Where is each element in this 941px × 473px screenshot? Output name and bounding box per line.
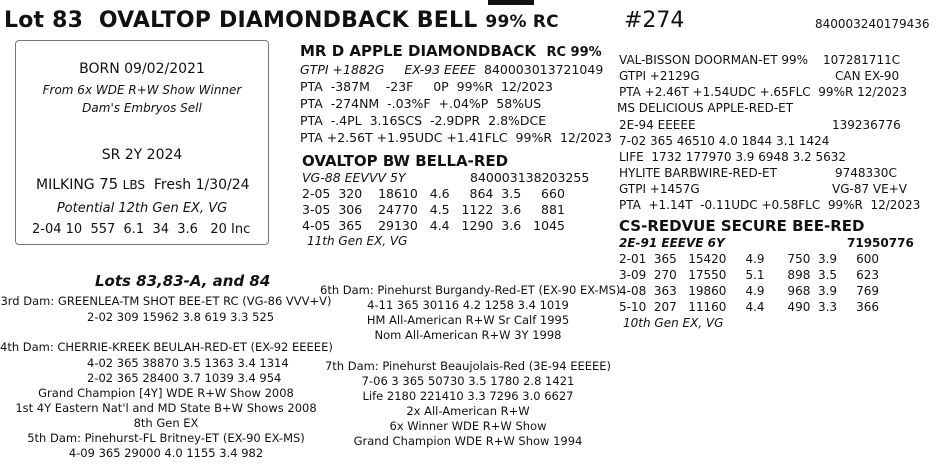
box-line-1: From 6x WDE R+W Show Winner: [42, 83, 242, 97]
sire-dam-reg: 139236776: [832, 118, 901, 132]
sire-gtpi-reg: 840003013721049: [484, 62, 604, 77]
sire-dam-record: 7-02 365 46510 4.0 1844 3.1 1424: [619, 134, 830, 148]
ped-right-1: 4-11 365 30116 4.2 1258 3.4 1019: [367, 298, 569, 312]
ped-right-9: 6x Winner WDE R+W Show: [389, 419, 547, 433]
lots-heading: Lots 83,83-A, and 84: [95, 272, 271, 290]
dam-dam-record-1: 2-01 365 15420 4.9 750 3.9 600: [619, 252, 880, 266]
dam-sire-reg: 9748330C: [835, 166, 897, 180]
dam-dam-note: 10th Gen EX, VG: [623, 316, 724, 330]
dam-record-2: 3-05 306 24770 4.5 1122 3.6 881: [302, 202, 565, 217]
sire-pta-3: PTA -.4PL 3.16SCS -2.9DPR 2.8%DCE: [300, 113, 547, 128]
ped-right-5: 7th Dam: Pinehurst Beaujolais-Red (3E-94 EEEEE): [324, 359, 612, 373]
sire-sire-pta: PTA +2.46T +1.54UDC +.65FLC 99%R 12/2023: [619, 85, 907, 99]
sire-pta-4: PTA +2.56T +1.95UDC +1.41FLC 99%R 12/2023: [300, 130, 612, 145]
senior-class: SR 2Y 2024: [101, 147, 183, 163]
potential-gen: Potential 12th Gen EX, VG: [56, 201, 228, 216]
sire-sire-name: VAL-BISSON DOORMAN-ET 99%: [619, 53, 809, 67]
ped-left-1: 2-02 309 15962 3.8 619 3.3 525: [87, 310, 275, 324]
ped-left-0: 3rd Dam: GREENLEA-TM SHOT BEE-ET RC (VG-86 VVV+V): [0, 294, 332, 308]
dam-record-1: 2-05 320 18610 4.6 864 3.5 660: [302, 186, 565, 201]
dam-name: OVALTOP BW BELLA-RED: [302, 152, 509, 170]
milking-value: 75: [99, 175, 119, 193]
dam-note: 11th Gen EX, VG: [307, 234, 408, 248]
top-decoration-bar: [488, 0, 534, 5]
fresh-date: Fresh 1/30/24: [153, 177, 250, 193]
ped-left-7: 1st 4Y Eastern Nat'l and MD State B+W Shows 2008: [15, 401, 317, 415]
sire-dam-life: LIFE 1732 177970 3.9 6948 3.2 5632: [619, 150, 847, 164]
dam-dam-record-2: 3-09 270 17550 5.1 898 3.5 623: [619, 268, 880, 282]
dam-sire-gtpi: GTPI +1457G: [619, 182, 700, 196]
ped-left-10: 4-09 365 29000 4.0 1155 3.4 982: [68, 446, 264, 460]
milking-unit: LBS: [122, 178, 145, 192]
sire-name-text: MR D APPLE DIAMONDBACK: [300, 42, 536, 60]
animal-pct-rc: 99% RC: [485, 12, 559, 32]
dam-sire-name: HYLITE BARBWIRE-RED-ET: [619, 166, 777, 180]
dam-record-3: 4-05 365 29130 4.4 1290 3.6 1045: [302, 218, 565, 233]
sire-sire-gtpi: GTPI +2129G: [619, 69, 700, 83]
dam-sire-class: VG-87 VE+V: [832, 182, 907, 196]
dam-class: VG-88 EEVVV 5Y: [302, 170, 406, 185]
info-box: [15, 40, 269, 245]
ped-right-6: 7-06 3 365 50730 3.5 1780 2.8 1421: [361, 374, 575, 388]
dam-sire-pta: PTA +1.14T -0.11UDC +0.58FLC 99%R 12/2023: [619, 198, 921, 212]
dam-reg: 840003138203255: [470, 170, 590, 185]
ped-right-3: Nom All-American R+W 3Y 1998: [374, 328, 562, 342]
milking-label: MILKING: [36, 177, 95, 193]
ped-right-2: HM All-American R+W Sr Calf 1995: [366, 313, 570, 327]
sire-name: [300, 42, 602, 60]
animal-name: OVALTOP DIAMONDBACK BELL: [98, 8, 478, 33]
sire-sire-class: CAN EX-90: [835, 69, 900, 83]
ped-left-5: 2-02 365 28400 3.7 1039 3.4 954: [87, 371, 282, 385]
milking-info: [36, 175, 250, 193]
ped-right-7: Life 2180 221410 3.3 7296 3.0 6627: [362, 389, 574, 403]
sire-dam-class: 2E-94 EEEEE: [619, 118, 696, 132]
box-record: 2-04 10 557 6.1 34 3.6 20 Inc: [32, 222, 251, 237]
sire-dam-name: MS DELICIOUS APPLE-RED-ET: [617, 101, 794, 115]
ped-left-4: 4-02 365 38870 3.5 1363 3.4 1314: [87, 356, 289, 370]
catalog-number: #274: [624, 8, 685, 33]
sire-gtpi: GTPI +1882G EX-93 EEEE: [300, 62, 476, 77]
sire-tag: RC 99%: [546, 45, 602, 60]
ped-left-9: 5th Dam: Pinehurst-FL Britney-ET (EX-90 EX-MS): [27, 431, 305, 445]
ped-left-8: 8th Gen EX: [133, 416, 199, 430]
sire-pta-2: PTA -274NM -.03%F +.04%P 58%US: [300, 96, 542, 111]
box-line-2: Dam's Embryos Sell: [82, 101, 202, 115]
sire-pta-1: PTA -387M -23F 0P 99%R 12/2023: [300, 79, 554, 94]
dam-dam-record-3: 4-08 363 19860 4.9 968 3.9 769: [619, 284, 880, 298]
ped-right-8: 2x All-American R+W: [406, 404, 530, 418]
ped-right-0: 6th Dam: Pinehurst Burgandy-Red-ET (EX-90 EX-MS): [320, 283, 621, 297]
sire-sire-reg: 107281711C: [823, 53, 901, 67]
ped-left-6: Grand Champion [4Y] WDE R+W Show 2008: [38, 386, 294, 400]
lot-title: [4, 8, 559, 33]
registration-number: 840003240179436: [815, 17, 930, 31]
ped-right-10: Grand Champion WDE R+W Show 1994: [353, 434, 583, 448]
dam-dam-name: CS-REDVUE SECURE BEE-RED: [619, 217, 865, 235]
dam-dam-reg: 71950776: [847, 236, 914, 250]
lot-number: Lot 83: [4, 8, 84, 33]
ped-left-3: 4th Dam: CHERRIE-KREEK BEULAH-RED-ET (EX-92 EEEEE): [0, 340, 333, 354]
born-date: BORN 09/02/2021: [79, 61, 205, 77]
dam-dam-record-4: 5-10 207 11160 4.4 490 3.3 366: [619, 300, 880, 314]
dam-dam-class: 2E-91 EEEVE 6Y: [619, 236, 725, 250]
